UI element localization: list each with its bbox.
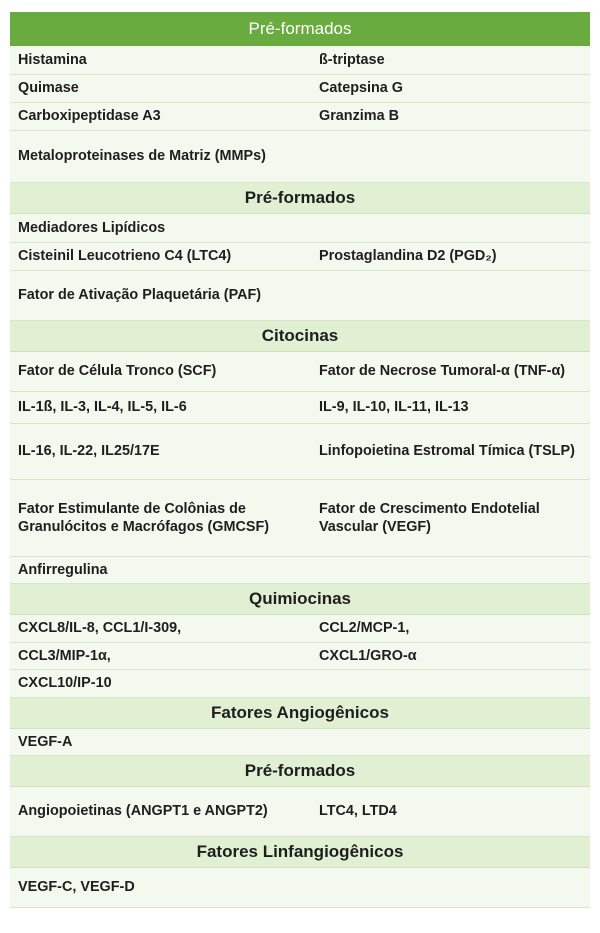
- section-title: Pré-formados: [10, 755, 590, 786]
- cell: Carboxipeptidase A3: [10, 102, 311, 130]
- table-row: [10, 479, 590, 556]
- table-row: [10, 213, 590, 242]
- table-row: [10, 423, 590, 479]
- section-header: [10, 583, 590, 614]
- table-row: [10, 867, 590, 907]
- section-header: [10, 12, 590, 46]
- cell: [311, 728, 590, 755]
- cell: [311, 130, 590, 182]
- cell: Mediadores Lipídicos: [10, 213, 311, 242]
- table-row: [10, 728, 590, 755]
- cell: LTC4, LTD4: [311, 786, 590, 836]
- section-header: [10, 755, 590, 786]
- cell: [311, 213, 590, 242]
- section-title: Pré-formados: [10, 182, 590, 213]
- section-header: [10, 836, 590, 867]
- cell: ß-triptase: [311, 46, 590, 74]
- section-header: [10, 182, 590, 213]
- cell: Prostaglandina D2 (PGD₂): [311, 242, 590, 270]
- cell: CXCL8/IL-8, CCL1/I-309,: [10, 614, 311, 642]
- cell: CCL3/MIP-1α,: [10, 642, 311, 669]
- cell: [311, 669, 590, 697]
- cell: Linfopoietina Estromal Tímica (TSLP): [311, 423, 590, 479]
- table-row: [10, 242, 590, 270]
- cell: CXCL10/IP-10: [10, 669, 311, 697]
- cell: CXCL1/GRO-α: [311, 642, 590, 669]
- table-row: [10, 786, 590, 836]
- table-row: [10, 102, 590, 130]
- cell: CCL2/MCP-1,: [311, 614, 590, 642]
- cell: IL-16, IL-22, IL25/17E: [10, 423, 311, 479]
- section-header: [10, 697, 590, 728]
- section-title: Citocinas: [10, 320, 590, 351]
- cell: Granzima B: [311, 102, 590, 130]
- table-row: [10, 351, 590, 391]
- cell: Metaloproteinases de Matriz (MMPs): [10, 130, 311, 182]
- cell: Fator de Célula Tronco (SCF): [10, 351, 311, 391]
- table-row: [10, 391, 590, 423]
- mediators-table: [10, 12, 590, 908]
- cell: Fator de Ativação Plaquetária (PAF): [10, 270, 311, 320]
- table-row: [10, 130, 590, 182]
- table-row: [10, 614, 590, 642]
- cell: VEGF-A: [10, 728, 311, 755]
- cell: [311, 867, 590, 907]
- cell: Histamina: [10, 46, 311, 74]
- cell: IL-1ß, IL-3, IL-4, IL-5, IL-6: [10, 391, 311, 423]
- cell: Catepsina G: [311, 74, 590, 102]
- section-header: [10, 320, 590, 351]
- cell: VEGF-C, VEGF-D: [10, 867, 311, 907]
- cell: IL-9, IL-10, IL-11, IL-13: [311, 391, 590, 423]
- table-row: [10, 642, 590, 669]
- cell: Fator de Necrose Tumoral-α (TNF-α): [311, 351, 590, 391]
- cell: Angiopoietinas (ANGPT1 e ANGPT2): [10, 786, 311, 836]
- cell: Fator de Crescimento Endotelial Vascular (VEGF): [311, 479, 590, 556]
- table-row: [10, 46, 590, 74]
- cell: Anfirregulina: [10, 556, 311, 583]
- cell: [311, 270, 590, 320]
- cell: Fator Estimulante de Colônias de Granulócitos e Macrófagos (GMCSF): [10, 479, 311, 556]
- section-title: Fatores Angiogênicos: [10, 697, 590, 728]
- section-title: Fatores Linfangiogênicos: [10, 836, 590, 867]
- cell: Cisteinil Leucotrieno C4 (LTC4): [10, 242, 311, 270]
- cell: [311, 556, 590, 583]
- table-row: [10, 669, 590, 697]
- section-title: Pré-formados: [10, 12, 590, 46]
- cell: Quimase: [10, 74, 311, 102]
- table-row: [10, 74, 590, 102]
- table-row: [10, 270, 590, 320]
- section-title: Quimiocinas: [10, 583, 590, 614]
- table-row: [10, 556, 590, 583]
